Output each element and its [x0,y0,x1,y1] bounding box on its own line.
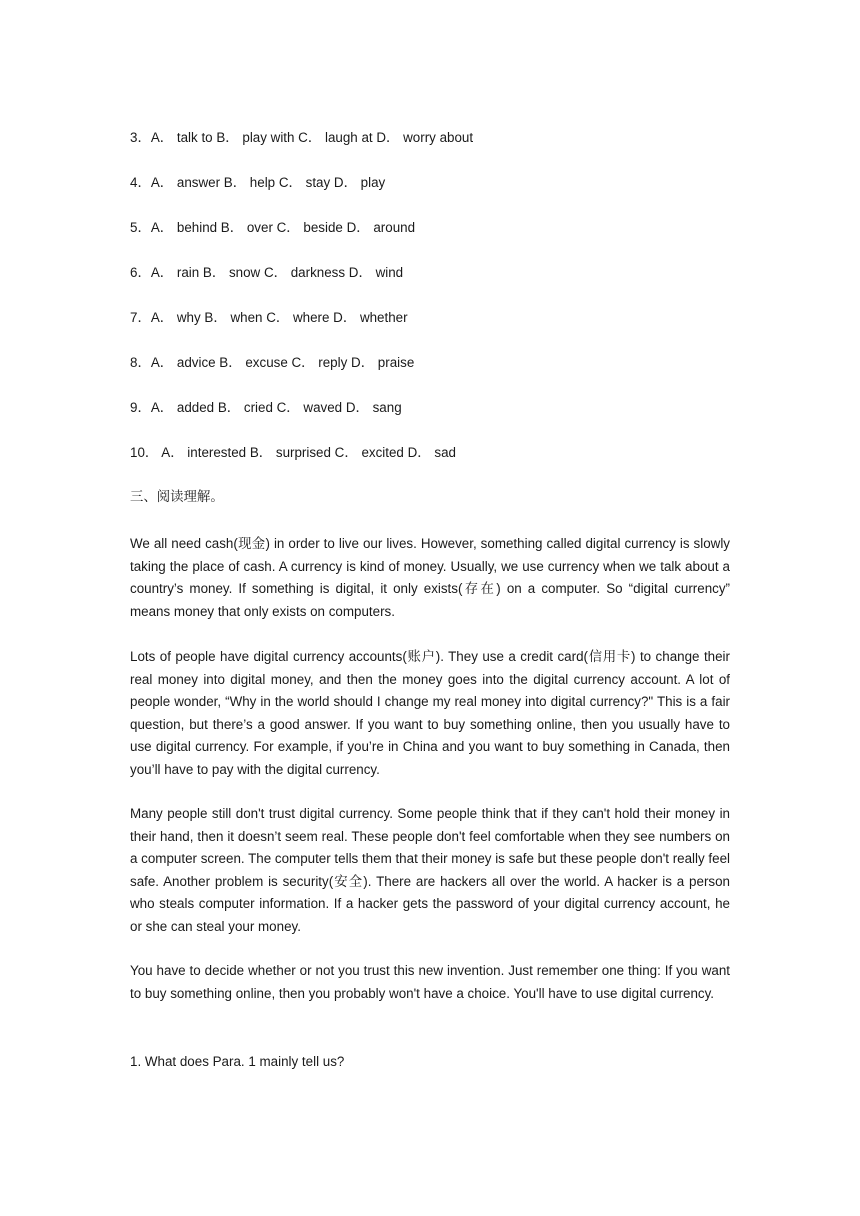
question-4-options: 4．A． answer B． help C． stay D． play [130,175,386,190]
question-6-options: 6．A． rain B． snow C． darkness D． wind [130,265,404,280]
question-7-options: 7．A． why B． when C． where D． whether [130,310,408,325]
passage-paragraph-2: Lots of people have digital currency accounts(账户). They use a credit card(信用卡) to change their real money into digital money, and then the money goes into the digital currency account. A lot of people wonder, “Why in the world should I change my real money into digital currency?" This is a fair question, but there’s a good answer. If you want to buy something online, then you usually have to use digital currency. For example, if you’re in China and you want to buy something in Canada, then you’ll have to pay with the digital currency. [130,649,730,777]
passage-paragraph-1: We all need cash(现金) in order to live our lives. However, something called digital currency is slowly taking the place of cash. A currency is kind of money. Usually, we use currency when we talk about a country’s money. If something is digital, it only exists(存在) on a computer. So “digital currency” means money that only exists on computers. [130,536,730,619]
question-9-options: 9．A． added B． cried C． waved D． sang [130,400,402,415]
document-page [130,0,730,1216]
question-10-options: 10． A． interested B． surprised C． excited D． sad [130,445,456,460]
passage-paragraph-4: You have to decide whether or not you trust this new invention. Just remember one thing: If you want to buy something online, then you probably won't have a choice. You'll have to use digital currency. [130,963,730,1001]
section-heading-reading: 三、阅读理解。 [130,490,224,505]
passage-paragraph-3: Many people still don't trust digital currency. Some people think that if they can't hold their money in their hand, then it doesn’t seem real. These people don't feel comfortable when they see numbers on a computer screen. The computer tells them that their money is safe but these people don't really feel safe. Another problem is security(安全). There are hackers all over the world. A hacker is a person who steals computer information. If a hacker gets the password of your digital currency account, he or she can steal your money. [130,806,731,934]
question-8-options: 8．A． advice B． excuse C． reply D． praise [130,355,415,370]
question-5-options: 5．A． behind B． over C． beside D． around [130,220,416,235]
reading-question-1: 1. What does Para. 1 mainly tell us? [130,1054,345,1069]
question-3-options: 3．A． talk to B． play with C． laugh at D． worry about [130,130,474,145]
